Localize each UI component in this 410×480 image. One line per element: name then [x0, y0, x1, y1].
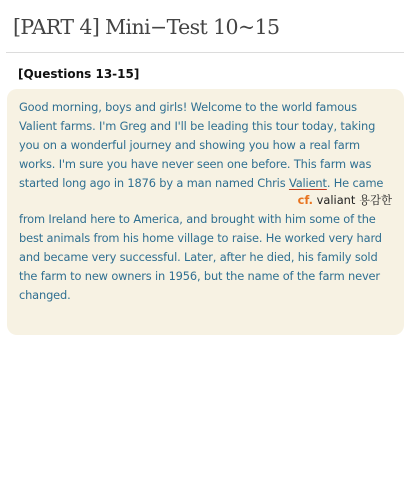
vocab-note-term: valiant: [316, 193, 356, 207]
passage-line: works. I'm sure you have never seen one before. This farm was: [19, 157, 372, 171]
passage-line: Valient farms. I'm Greg and I'll be leading this tour today, taking: [19, 119, 376, 133]
passage-line: best animals from his home village to raise. He worked very hard: [19, 231, 382, 245]
vocab-word-valient: Valient: [288, 176, 327, 190]
vocab-note-marker: cf.: [297, 193, 314, 207]
passage-line: [19, 176, 383, 191]
title-divider: [6, 52, 404, 53]
vocab-note-meaning: 용감한: [358, 193, 392, 207]
page-title: [PART 4] Mini−Test 10~15: [13, 15, 280, 39]
passage-line-text: started long ago in 1876 by a man named Chris: [19, 176, 289, 190]
passage-line: and became very successful. Later, after he died, his family sold: [19, 250, 378, 264]
passage-line: changed.: [19, 288, 71, 302]
passage-line-tail: . He came: [326, 176, 384, 190]
passage-line: Good morning, boys and girls! Welcome to the world famous: [19, 100, 357, 114]
passage-line: from Ireland here to America, and brought with him some of the: [19, 212, 376, 226]
questions-range-heading: [Questions 13-15]: [18, 67, 140, 81]
passage-line: the farm to new owners in 1956, but the name of the farm never: [19, 269, 380, 283]
vocab-note: [298, 193, 392, 208]
passage-line: you on a wonderful journey and showing you how a real farm: [19, 138, 360, 152]
